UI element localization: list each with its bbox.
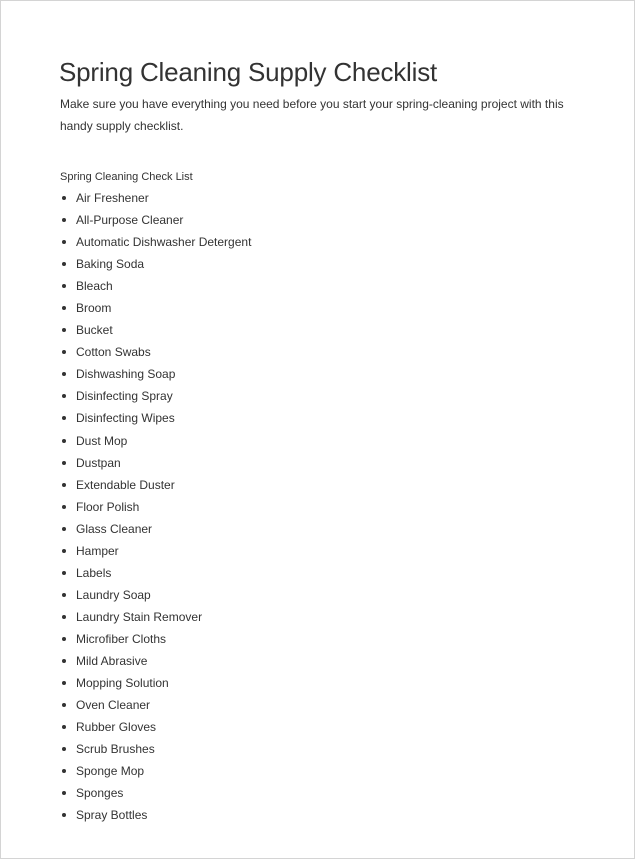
list-heading: Spring Cleaning Check List xyxy=(60,171,193,183)
list-item xyxy=(60,187,251,209)
bullet-icon xyxy=(62,439,66,443)
bullet-icon xyxy=(62,350,66,354)
list-item-label: Cotton Swabs xyxy=(76,345,151,360)
list-item-label: Hamper xyxy=(76,543,119,558)
bullet-icon xyxy=(62,813,66,817)
list-item xyxy=(60,540,251,562)
list-item-label: Air Freshener xyxy=(76,191,149,205)
page-title: Spring Cleaning Supply Checklist xyxy=(59,57,438,87)
list-item-label: Disinfecting Wipes xyxy=(76,411,175,426)
list-item xyxy=(60,496,251,518)
list-item xyxy=(60,385,251,407)
list-item-label: Sponges xyxy=(76,786,124,801)
list-item xyxy=(60,363,251,385)
list-item-label: Dishwashing Soap xyxy=(76,367,176,382)
list-item-label: Baking Soda xyxy=(76,257,145,272)
list-item-label: Mopping Solution xyxy=(76,676,169,691)
list-item-label: Automatic Dishwasher Detergent xyxy=(76,235,252,250)
bullet-icon xyxy=(62,659,66,663)
list-item-label: Dust Mop xyxy=(76,433,128,448)
list-item xyxy=(60,518,251,540)
bullet-icon xyxy=(62,196,66,200)
bullet-icon xyxy=(62,306,66,310)
bullet-icon xyxy=(62,218,66,222)
list-item xyxy=(60,672,251,694)
list-item xyxy=(60,319,251,341)
list-item xyxy=(60,452,251,474)
list-item xyxy=(60,430,251,452)
list-item xyxy=(60,606,251,628)
list-item xyxy=(60,474,251,496)
list-item xyxy=(60,297,251,319)
list-item-label: Disinfecting Spray xyxy=(76,389,173,404)
bullet-icon xyxy=(62,240,66,244)
list-item-label: Broom xyxy=(76,301,112,316)
bullet-icon xyxy=(62,769,66,773)
list-item xyxy=(60,760,251,782)
bullet-icon xyxy=(62,549,66,553)
bullet-icon xyxy=(62,505,66,509)
list-item xyxy=(60,694,251,716)
bullet-icon xyxy=(62,571,66,575)
list-item-label: Bucket xyxy=(76,323,113,338)
list-item xyxy=(60,650,251,672)
list-item xyxy=(60,584,251,606)
list-item-label: Sponge Mop xyxy=(76,764,145,779)
list-item xyxy=(60,275,251,297)
list-item-label: Dustpan xyxy=(76,455,121,470)
bullet-icon xyxy=(62,703,66,707)
bullet-icon xyxy=(62,615,66,619)
bullet-icon xyxy=(62,637,66,641)
list-item-label: Extendable Duster xyxy=(76,477,175,492)
list-item-label: Microfiber Cloths xyxy=(76,631,167,646)
list-item-label: Scrub Brushes xyxy=(76,742,155,757)
list-item-label: Glass Cleaner xyxy=(76,521,153,536)
bullet-icon xyxy=(62,681,66,685)
list-item-label: Floor Polish xyxy=(76,499,140,514)
list-item xyxy=(60,562,251,584)
bullet-icon xyxy=(62,416,66,420)
list-item-label: Labels xyxy=(76,565,112,580)
list-item-label: Rubber Gloves xyxy=(76,720,157,735)
list-item xyxy=(60,209,251,231)
list-item-label: Laundry Stain Remover xyxy=(76,609,203,624)
list-item-label: Bleach xyxy=(76,279,113,294)
bullet-icon xyxy=(62,372,66,376)
list-item-label: Oven Cleaner xyxy=(76,698,151,713)
list-item xyxy=(60,341,251,363)
list-item xyxy=(60,716,251,738)
list-item xyxy=(60,231,251,253)
intro-paragraph: Make sure you have everything you need before you start your spring-cleaning project with this handy supply checklist. xyxy=(60,97,564,133)
list-item xyxy=(60,738,251,760)
bullet-icon xyxy=(62,394,66,398)
list-item-label: Mild Abrasive xyxy=(76,653,148,668)
bullet-icon xyxy=(62,328,66,332)
bullet-icon xyxy=(62,483,66,487)
list-item xyxy=(60,407,251,429)
list-item xyxy=(60,804,251,826)
list-item xyxy=(60,628,251,650)
list-item xyxy=(60,782,251,804)
bullet-icon xyxy=(62,262,66,266)
list-item xyxy=(60,253,251,275)
list-item-label: Laundry Soap xyxy=(76,587,151,602)
bullet-icon xyxy=(62,791,66,795)
bullet-icon xyxy=(62,284,66,288)
bullet-icon xyxy=(62,461,66,465)
bullet-icon xyxy=(62,527,66,531)
list-item-label: All-Purpose Cleaner xyxy=(76,213,184,228)
bullet-icon xyxy=(62,593,66,597)
bullet-icon xyxy=(62,725,66,729)
supply-checklist xyxy=(60,187,251,826)
bullet-icon xyxy=(62,747,66,751)
list-item-label: Spray Bottles xyxy=(76,808,148,823)
